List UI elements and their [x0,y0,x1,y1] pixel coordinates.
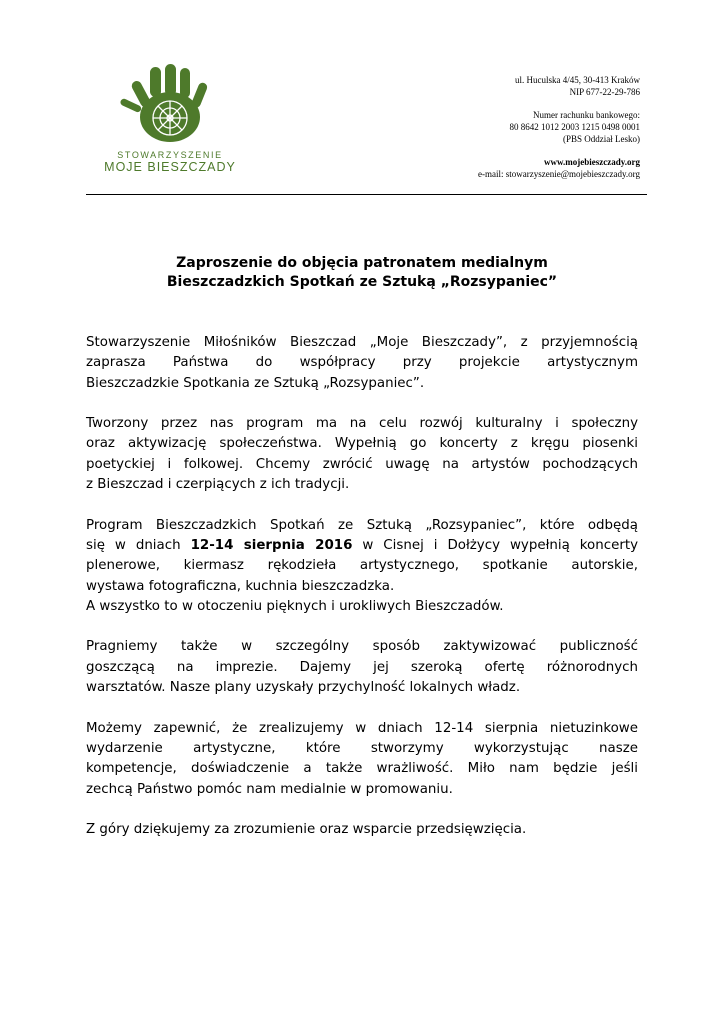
text-line: zaprasza Państwa do współpracy przy projekcie artystycznym [86,355,638,371]
text-line: Bieszczadzkie Spotkania ze Sztuką „Rozsypaniec”. [86,375,425,391]
text-line: poetyckiej i folkowej. Chcemy zwrócić uwagę na artystów pochodzących [86,456,638,472]
green-hand-with-ornament-icon [110,62,220,146]
organization-logo [100,62,240,174]
nip: NIP 677-22-29-786 [569,87,640,97]
title-line-2: Bieszczadzkich Spotkań ze Sztuką „Rozsypaniec” [166,274,558,290]
text-line: Program Bieszczadzkich Spotkań ze Sztuką „Rozsypaniec”, które odbędą [86,517,638,533]
bank-label: Numer rachunku bankowego: [533,110,640,120]
text-line: plenerowe, kiermasz rękodzieła artystycznego, spotkanie autorskie, [86,558,638,574]
text-line [86,536,638,556]
text-line: A wszystko to w otoczeniu pięknych i urokliwych Bieszczadów. [86,598,504,614]
text-line: goszczącą na imprezie. Dajemy jej szeroką ofertę różnorodnych [86,659,638,675]
text-line: Pragniemy także w szczególny sposób zaktywizować publiczność [86,639,638,655]
bank-name: (PBS Oddział Lesko) [563,134,640,144]
text-line: wydarzenie artystyczne, które stworzymy wykorzystując nasze [86,740,638,756]
text-segment: w Cisnej i Dołżycy wypełnią koncerty [352,537,638,553]
address: ul. Huculska 4/45, 30-413 Kraków [515,75,640,85]
text-line: oraz aktywizację społeczeństwa. Wypełnią go koncerty z kręgu piosenki [86,436,638,452]
text-line: Możemy zapewnić, że zrealizujemy w dniach 12-14 sierpnia nietuzinkowe [86,720,638,736]
paragraph-2 [86,414,638,495]
text-line: Stowarzyszenie Miłośników Bieszczad „Moje Bieszczady”, z przyjemnością [86,335,638,350]
letter-body [86,333,638,861]
paragraph-5 [86,719,638,800]
email-link[interactable]: e-mail: stowarzyszenie@mojebieszczady.org [478,169,640,179]
paragraph-3 [86,516,638,617]
text-segment: się w dniach [86,537,191,553]
title-line-1: Zaproszenie do objęcia patronatem medialnym [176,255,548,271]
text-line: zechcą Państwo pomóc nam medialnie w promowaniu. [86,781,453,797]
text-line: Z góry dziękujemy za zrozumienie oraz wsparcie przedsięwzięcia. [86,822,527,838]
text-line: z Bieszczad i czerpiących z ich tradycji. [86,477,350,493]
text-line: wystawa fotograficzna, kuchnia bieszczadzka. [86,578,395,594]
contact-block [380,74,640,180]
paragraph-4 [86,637,638,698]
paragraph-6 [86,820,638,840]
logo-text-line1: STOWARZYSZENIE [117,150,223,160]
bank-account-number: 80 8642 1012 2003 1215 0498 0001 [509,122,640,132]
text-line: kompetencje, doświadczenie a także wrażliwość. Miło nam będzie jeśli [86,761,638,777]
text-line: warsztatów. Nasze plany uzyskały przychylność lokalnych władz. [86,680,521,696]
paragraph-1 [86,333,638,394]
text-line: Tworzony przez nas program ma na celu rozwój kulturalny i społeczny [86,416,638,432]
logo-text-line2: MOJE BIESZCZADY [104,160,236,174]
website-link[interactable]: www.mojebieszczady.org [544,157,640,167]
event-dates: 12-14 sierpnia 2016 [190,537,353,553]
header-divider [86,194,647,195]
document-title [86,254,638,292]
